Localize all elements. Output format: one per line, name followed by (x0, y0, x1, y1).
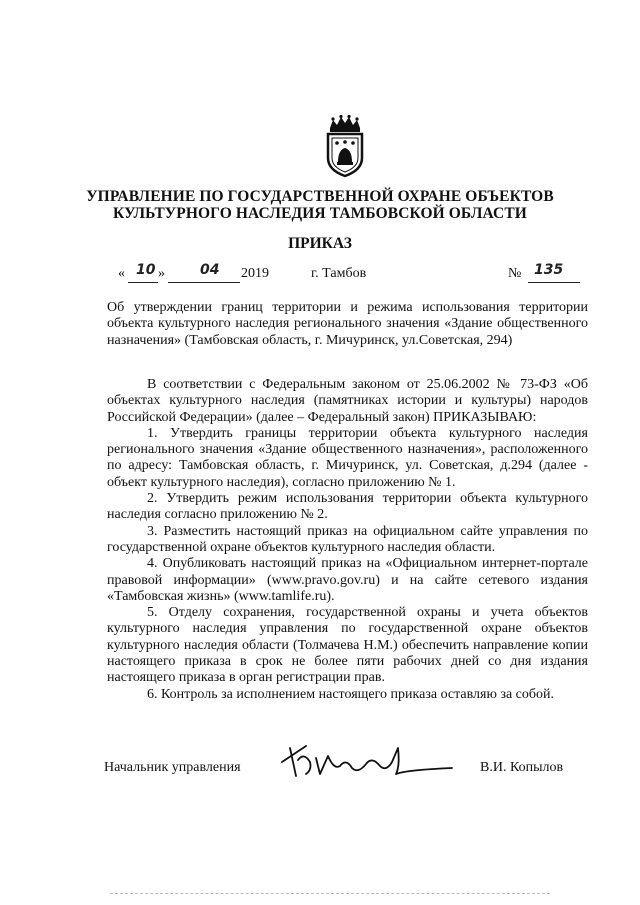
org-name-line-1: УПРАВЛЕНИЕ ПО ГОСУДАРСТВЕННОЙ ОХРАНЕ ОБЪЕКТОВ (86, 188, 554, 205)
preamble: В соответствии с Федеральным законом от 25.06.2002 № 73-ФЗ «Об объектах культурного наследия (памятниках истории и культуры) народов Российской Федерации» (далее – Федеральный закон) ПРИКАЗЫВАЮ: (107, 377, 588, 425)
clause-2: 2. Утвердить режим использования территории объекта культурного наследия согласно приложению № 2. (107, 491, 588, 523)
date-quote-open: « (118, 266, 125, 281)
clause-5: 5. Отделу сохранения, государственной охраны и учета объектов культурного наследия управления по государственной охране объектов культурного наследия области (Толмачева Н.М.) обеспечить направление копии настоящего приказа в срок не более пяти рабочих дней со дня издания настоящего приказа в орган регистрации прав. (107, 605, 588, 686)
number-sign: № (508, 266, 522, 281)
order-body (107, 377, 588, 703)
org-name-line-2: КУЛЬТУРНОГО НАСЛЕДИЯ ТАМБОВСКОЙ ОБЛАСТИ (113, 205, 527, 222)
clause-4: 4. Опубликовать настоящий приказ на «Официальном интернет-портале правовой информации» (www.pravo.gov.ru) и на сайте сетевого издания «Тамбовская жизнь» (www.tamlife.ru). (107, 556, 588, 604)
tambov-coat-of-arms-icon (322, 114, 368, 178)
handwritten-signature (276, 740, 456, 784)
date-quote-close: » (158, 266, 165, 281)
clause-1: 1. Утвердить границы территории объекта культурного наследия регионального значения «Здание общественного назначения», расположенного по адресу: Тамбовская область, г. Мичуринск, ул. Советская, д.294 (далее - объект культурного наследия), согласно приложению № 1. (107, 425, 588, 490)
subject-text: Об утверждении границ территории и режима использования территории объекта культурного наследия регионального значения «Здание общественного назначения» (Тамбовская область, г. Мичуринск, ул.Советская, 294) (107, 300, 588, 348)
date-day: 10 (136, 262, 156, 278)
order-subject (107, 300, 588, 349)
scan-artifact-line (110, 893, 550, 894)
city: г. Тамбов (311, 266, 367, 281)
document-type: ПРИКАЗ (288, 235, 352, 252)
day-underline (128, 282, 158, 283)
date-year: 2019 (241, 266, 269, 281)
number-underline (528, 282, 580, 283)
month-underline (168, 282, 240, 283)
clause-6: 6. Контроль за исполнением настоящего приказа оставляю за собой. (147, 686, 555, 702)
clause-3: 3. Разместить настоящий приказ на официальном сайте управления по государственной охране объектов культурного наследия области. (107, 523, 588, 555)
signatory-name: В.И. Копылов (480, 760, 564, 775)
order-number: 135 (534, 262, 564, 278)
signatory-position: Начальник управления (104, 760, 241, 775)
date-month: 04 (200, 262, 220, 278)
